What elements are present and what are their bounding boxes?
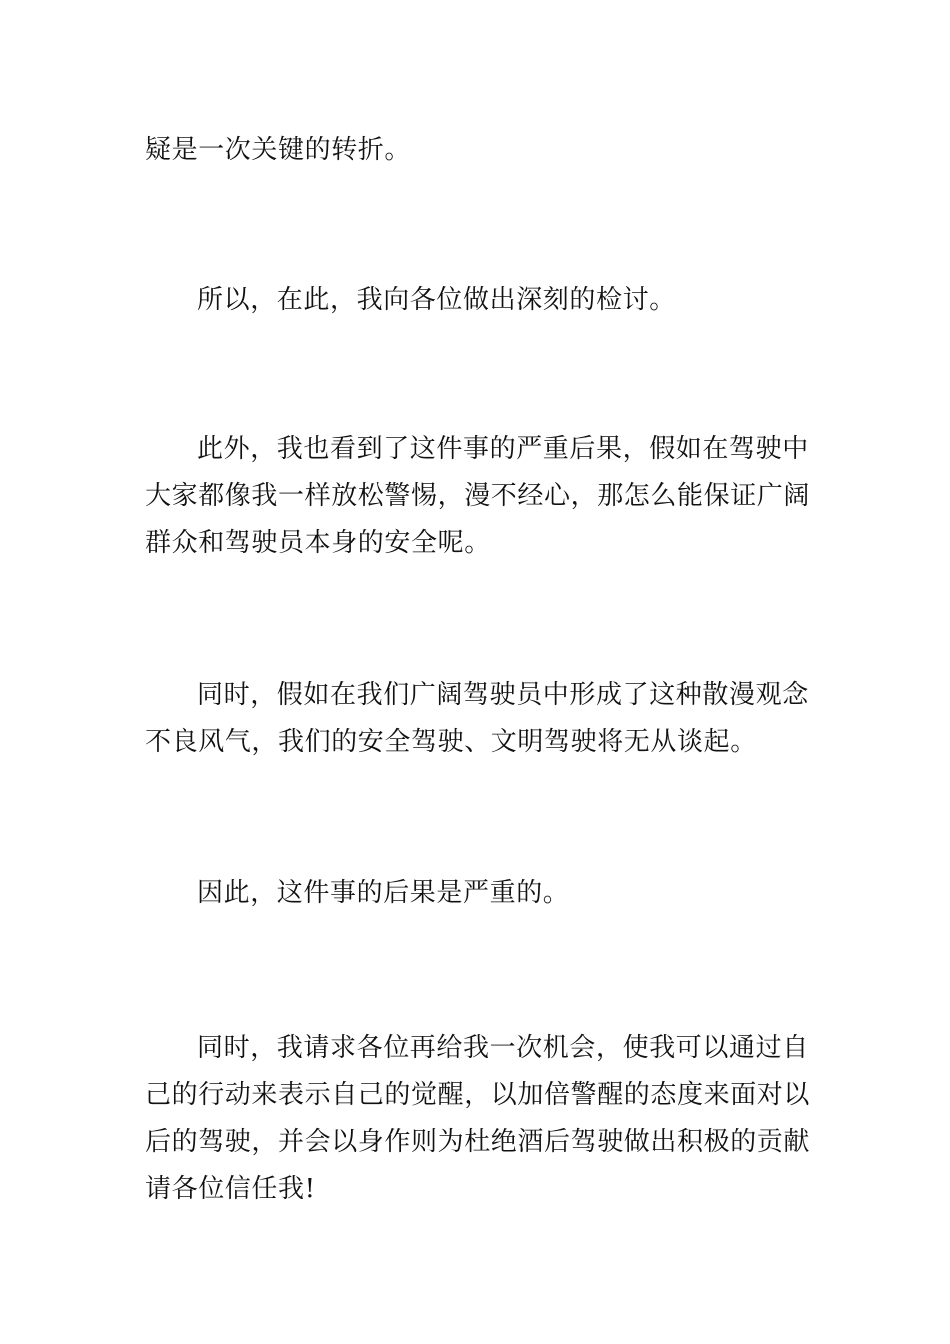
paragraph-line: 疑是一次关键的转折。 xyxy=(145,135,412,165)
paragraph-line: 后的驾驶，并会以身作则为杜绝酒后驾驶做出积极的贡献 xyxy=(145,1127,811,1157)
paragraph-4 xyxy=(145,672,810,766)
paragraph-line: 请各位信任我! xyxy=(145,1174,316,1204)
paragraph-line: 因此，这件事的后果是严重的。 xyxy=(197,878,570,908)
paragraph-line: 己的行动来表示自己的觉醒，以加倍警醒的态度来面对以 xyxy=(145,1080,811,1110)
paragraph-line: 群众和驾驶员本身的安全呢。 xyxy=(145,528,491,558)
paragraph-5 xyxy=(145,870,810,917)
paragraph-2 xyxy=(145,277,810,324)
paragraph-line: 不良风气，我们的安全驾驶、文明驾驶将无从谈起。 xyxy=(145,727,757,757)
paragraph-line: 所以，在此，我向各位做出深刻的检讨。 xyxy=(197,285,676,315)
paragraph-line: 同时，我请求各位再给我一次机会，使我可以通过自 xyxy=(197,1033,809,1063)
paragraph-1 xyxy=(145,127,810,174)
paragraph-3 xyxy=(145,426,810,567)
paragraph-line: 此外，我也看到了这件事的严重后果，假如在驾驶中 xyxy=(197,434,809,464)
paragraph-line: 同时，假如在我们广阔驾驶员中形成了这种散漫观念 xyxy=(197,680,809,710)
paragraph-line: 大家都像我一样放松警惕，漫不经心，那怎么能保证广阔 xyxy=(145,481,811,511)
paragraph-6 xyxy=(145,1025,810,1213)
